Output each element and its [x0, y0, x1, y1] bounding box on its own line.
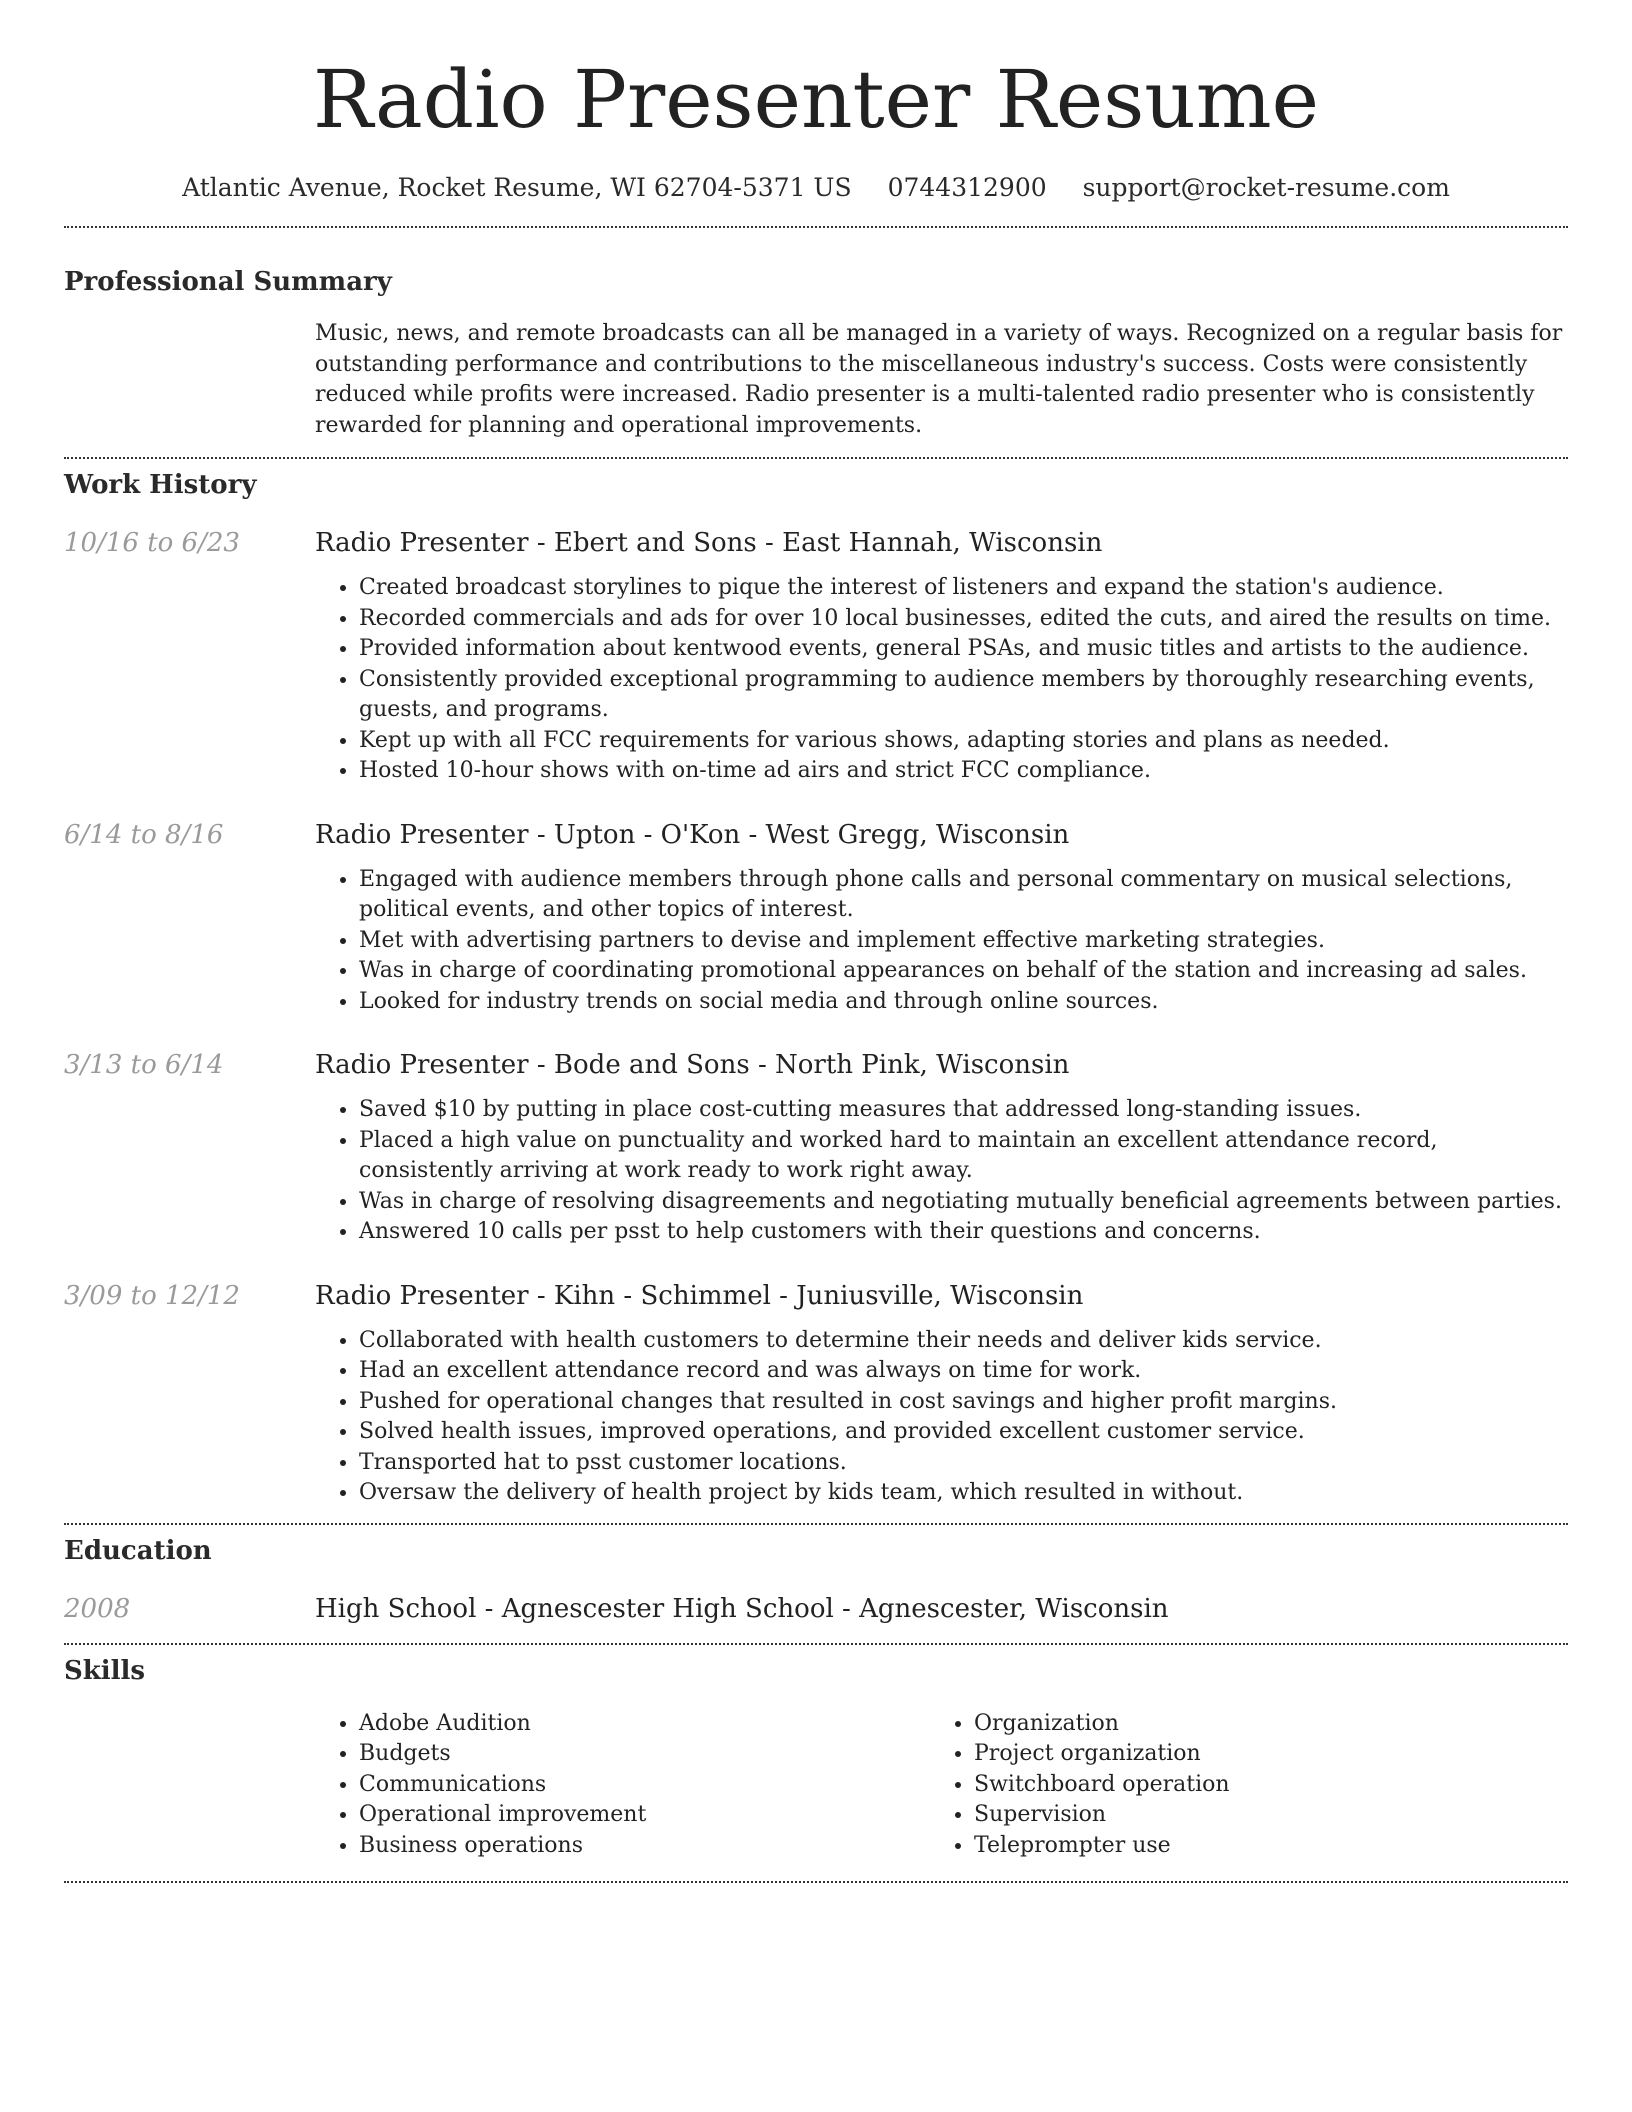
skills-heading: Skills: [64, 1655, 146, 1686]
job-dates: 10/16 to 6/23: [64, 528, 240, 558]
list-item: • Answered 10 calls per psst to help customers with their questions and concerns.: [359, 1217, 1568, 1248]
skills-list-right: [930, 1709, 1545, 1862]
list-item: • Created broadcast storylines to pique the interest of listeners and expand the station's audience.: [359, 573, 1568, 604]
job-title: Radio Presenter - Bode and Sons - North Pink, Wisconsin: [315, 1050, 1070, 1080]
list-item: • Hosted 10-hour shows with on-time ad airs and strict FCC compliance.: [359, 756, 1568, 787]
list-item: • Placed a high value on punctuality and worked hard to maintain an excellent attendance record, consistently arriving at work ready to work right away.: [359, 1126, 1568, 1187]
list-item: • Met with advertising partners to devise and implement effective marketing strategies.: [359, 926, 1568, 957]
skill-item: • Operational improvement: [359, 1800, 930, 1831]
list-item: • Kept up with all FCC requirements for various shows, adapting stories and plans as needed.: [359, 726, 1568, 757]
skill-item: • Project organization: [974, 1739, 1545, 1770]
work-history-heading: Work History: [64, 470, 257, 500]
list-item: • Oversaw the delivery of health project by kids team, which resulted in without.: [359, 1478, 1568, 1509]
divider: [64, 226, 1568, 228]
list-item: • Provided information about kentwood events, general PSAs, and music titles and artists to the audience.: [359, 634, 1568, 665]
list-item: • Saved $10 by putting in place cost-cutting measures that addressed long-standing issues.: [359, 1095, 1568, 1126]
job-dates: 6/14 to 8/16: [64, 819, 224, 850]
skills-list-left: [315, 1709, 930, 1862]
divider: [64, 1881, 1568, 1883]
list-item: • Collaborated with health customers to determine their needs and deliver kids service.: [359, 1326, 1568, 1357]
list-item: • Had an excellent attendance record and was always on time for work.: [359, 1356, 1568, 1387]
divider: [64, 1643, 1568, 1645]
education-entry: High School - Agnescester High School - Agnescester, Wisconsin: [315, 1593, 1169, 1624]
job-entry: [64, 1047, 1568, 1248]
job-bullets: [315, 1326, 1568, 1509]
summary-section: [64, 264, 1568, 441]
work-history-section: [64, 467, 1568, 1509]
job-dates: 3/09 to 12/12: [64, 1280, 240, 1311]
job-entry: [64, 525, 1568, 787]
education-section: [64, 1533, 1568, 1627]
list-item: • Recorded commercials and ads for over 10 local businesses, edited the cuts, and aired the results on time.: [359, 604, 1568, 635]
job-title: Radio Presenter - Upton - O'Kon - West Gregg, Wisconsin: [315, 819, 1070, 850]
skill-item: • Supervision: [974, 1800, 1545, 1831]
job-bullets: [315, 1095, 1568, 1248]
skill-item: • Budgets: [359, 1739, 930, 1770]
job-dates: 3/13 to 6/14: [64, 1050, 224, 1080]
job-entry: [64, 817, 1568, 1018]
summary-text: Music, news, and remote broadcasts can all be managed in a variety of ways. Recognized on a regular basis for outstanding performance and contributions to the miscellaneous industry's success. Costs were consistently reduced while profits were increased. Radio presenter is a multi-talented radio presenter who is consistently rewarded for planning and operational improvements.: [315, 321, 1563, 438]
contact-address: Atlantic Avenue, Rocket Resume, WI 62704-5371 US: [182, 173, 852, 202]
skill-item: • Adobe Audition: [359, 1709, 930, 1740]
skill-item: • Switchboard operation: [974, 1770, 1545, 1801]
resume-title: Radio Presenter Resume: [312, 53, 1319, 146]
list-item: • Pushed for operational changes that resulted in cost savings and higher profit margins.: [359, 1387, 1568, 1418]
skill-item: • Communications: [359, 1770, 930, 1801]
summary-heading: Professional Summary: [64, 267, 392, 297]
job-title: Radio Presenter - Ebert and Sons - East Hannah, Wisconsin: [315, 528, 1103, 558]
contact-line: [64, 170, 1568, 206]
education-year: 2008: [64, 1593, 131, 1624]
list-item: • Engaged with audience members through phone calls and personal commentary on musical selections, political events, and other topics of interest.: [359, 865, 1568, 926]
skills-section: [64, 1653, 1568, 1862]
list-item: • Transported hat to psst customer locations.: [359, 1448, 1568, 1479]
list-item: • Was in charge of resolving disagreements and negotiating mutually beneficial agreements between parties.: [359, 1187, 1568, 1218]
education-heading: Education: [64, 1535, 212, 1566]
list-item: • Consistently provided exceptional programming to audience members by thoroughly researching events, guests, and programs.: [359, 665, 1568, 726]
resume-page: [64, 0, 1568, 1883]
list-item: • Looked for industry trends on social media and through online sources.: [359, 987, 1568, 1018]
job-bullets: [315, 573, 1568, 787]
skill-item: • Business operations: [359, 1831, 930, 1862]
contact-email: support@rocket-resume.com: [1082, 173, 1450, 202]
job-bullets: [315, 865, 1568, 1018]
job-title: Radio Presenter - Kihn - Schimmel - Juniusville, Wisconsin: [315, 1280, 1084, 1311]
list-item: • Solved health issues, improved operations, and provided excellent customer service.: [359, 1417, 1568, 1448]
skill-item: • Organization: [974, 1709, 1545, 1740]
skill-item: • Teleprompter use: [974, 1831, 1545, 1862]
job-entry: [64, 1278, 1568, 1509]
list-item: • Was in charge of coordinating promotional appearances on behalf of the station and increasing ad sales.: [359, 956, 1568, 987]
divider: [64, 1523, 1568, 1525]
contact-phone: 0744312900: [887, 173, 1047, 202]
divider: [64, 457, 1568, 459]
